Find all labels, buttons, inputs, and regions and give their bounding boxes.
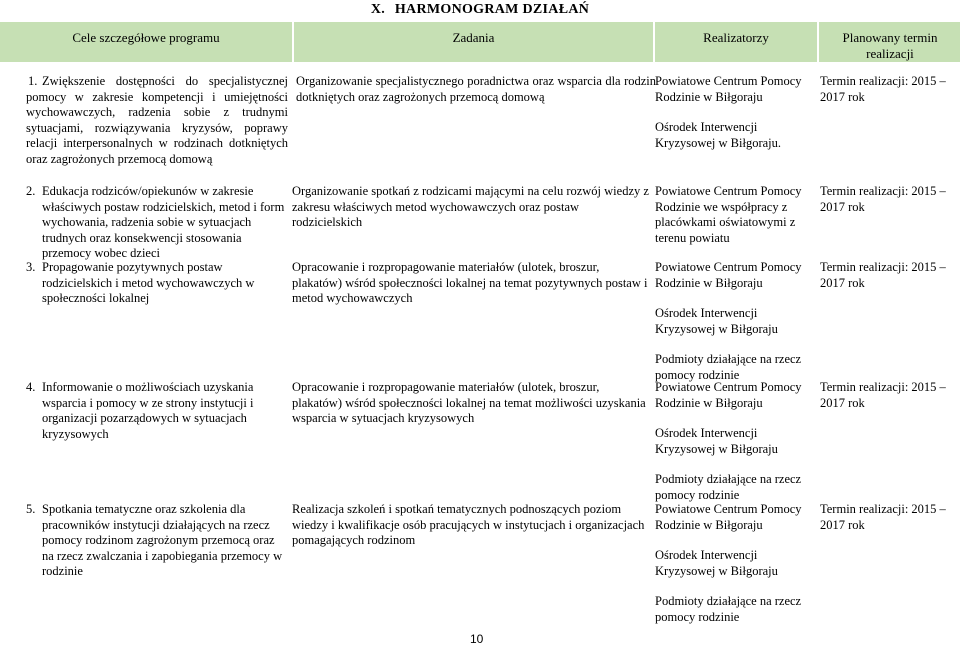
- row1-realizer-2: Ośrodek Interwencji Kryzysowej w Biłgoraju.: [655, 120, 782, 150]
- header-realizers: Realizatorzy: [703, 30, 769, 45]
- row1-realizer-1: Powiatowe Centrum Pomocy Rodzinie w Biłgoraju: [655, 74, 802, 104]
- row5-task: Realizacja szkoleń i spotkań tematycznych podnoszących poziom wiedzy i kwalifikacje osób pracujących w instytucjach i organizacjach pomagających rodzinom: [292, 502, 645, 547]
- header-term: Planowany termin realizacji: [842, 30, 938, 61]
- row2-realizer-1: Powiatowe Centrum Pomocy Rodzinie we współpracy z placówkami oświatowymi z terenu powiatu: [655, 184, 802, 245]
- page-number: 10: [470, 632, 484, 645]
- header-tasks: Zadania: [452, 30, 495, 45]
- row3-task: Opracowanie i rozpropagowanie materiałów (ulotek, broszur, plakatów) wśród społeczności lokalnej na temat pozytywnych postaw i metod wychowawczych: [292, 260, 648, 305]
- row2-goal-text: Edukacja rodziców/opiekunów w zakresie właściwych postaw rodzicielskich, metod i form wychowania, radzenia sobie w sytuacjach trudnych oraz konsekwencji stosowania przemocy wobec dzieci: [42, 184, 285, 260]
- row4-num: 4.: [26, 380, 36, 394]
- row3-term: Termin realizacji: 2015 – 2017 rok: [820, 260, 946, 290]
- row3-realizer-2: Ośrodek Interwencji Kryzysowej w Biłgoraju: [655, 306, 778, 336]
- title-roman: X.: [370, 2, 386, 17]
- row1-goal: [26, 74, 288, 167]
- row5-goal-text: Spotkania tematyczne oraz szkolenia dla pracowników instytucji działających na rzecz pomocy rodzinom zagrożonym przemocą oraz na rzecz zwalczania i zapobiegania przemocy w rodzinie: [42, 502, 283, 578]
- row3-realizers: [655, 260, 815, 383]
- row1-goal-text: Zwiększenie dostępności do specjalistycznej pomocy w zakresie kompetencji i umiejętności wychowawczych, radzenia sobie z trudnymi sytuacjami, rozwiązywania kryzysów, poprawy relacji interpersonalnych w rodzinach dotkniętych oraz zagrożonych przemocą domową: [26, 74, 288, 166]
- row5-realizer-2: Ośrodek Interwencji Kryzysowej w Biłgoraju: [655, 548, 778, 578]
- row3-realizer-3: Podmioty działające na rzecz pomocy rodzinie: [655, 352, 802, 382]
- row4-goal: [26, 380, 288, 442]
- row3-goal-text: Propagowanie pozytywnych postaw rodzicielskich i metod wychowawczych w społeczności lokalnej: [42, 260, 255, 305]
- row2-num: 2.: [26, 184, 36, 198]
- row3-num: 3.: [26, 260, 36, 274]
- row4-realizer-1: Powiatowe Centrum Pomocy Rodzinie w Biłgoraju: [655, 380, 802, 410]
- row5-realizer-3: Podmioty działające na rzecz pomocy rodzinie: [655, 594, 802, 624]
- row1-realizers: [655, 74, 815, 151]
- row5-realizer-1: Powiatowe Centrum Pomocy Rodzinie w Biłgoraju: [655, 502, 802, 532]
- row2-realizers: [655, 184, 815, 246]
- row4-realizer-3: Podmioty działające na rzecz pomocy rodzinie: [655, 472, 802, 502]
- row5-realizers: [655, 502, 815, 625]
- row4-term: Termin realizacji: 2015 – 2017 rok: [820, 380, 946, 410]
- row1-task: Organizowanie specjalistycznego poradnictwa oraz wsparcia dla rodzin dotkniętych oraz zagrożonych przemocą domową: [296, 74, 656, 104]
- row4-realizer-2: Ośrodek Interwencji Kryzysowej w Biłgoraju: [655, 426, 778, 456]
- header-goals: Cele szczegółowe programu: [72, 30, 220, 45]
- row1-term: Termin realizacji: 2015 – 2017 rok: [820, 74, 946, 104]
- row3-goal: [26, 260, 288, 307]
- row5-term: Termin realizacji: 2015 – 2017 rok: [820, 502, 946, 532]
- row5-goal: [26, 502, 288, 580]
- row1-num: 1.: [28, 74, 38, 88]
- row4-realizers: [655, 380, 815, 503]
- row2-task: Organizowanie spotkań z rodzicami mającymi na celu rozwój wiedzy z zakresu właściwych metod wychowawczych oraz postaw rodzicielskich: [292, 184, 649, 229]
- title-text: HARMONOGRAM DZIAŁAŃ: [394, 2, 590, 17]
- row5-num: 5.: [26, 502, 36, 516]
- row2-goal: [26, 184, 288, 262]
- row4-task: Opracowanie i rozpropagowanie materiałów (ulotek, broszur, plakatów) wśród społeczności lokalnej na temat możliwości uzyskania wsparcia w sytuacjach kryzysowych: [292, 380, 646, 425]
- row3-realizer-1: Powiatowe Centrum Pomocy Rodzinie w Biłgoraju: [655, 260, 802, 290]
- page-title: [0, 2, 960, 18]
- row4-goal-text: Informowanie o możliwościach uzyskania wsparcia i pomocy w ze strony instytucji i organizacji pozarządowych w sytuacjach kryzysowych: [42, 380, 254, 441]
- row2-term: Termin realizacji: 2015 – 2017 rok: [820, 184, 946, 214]
